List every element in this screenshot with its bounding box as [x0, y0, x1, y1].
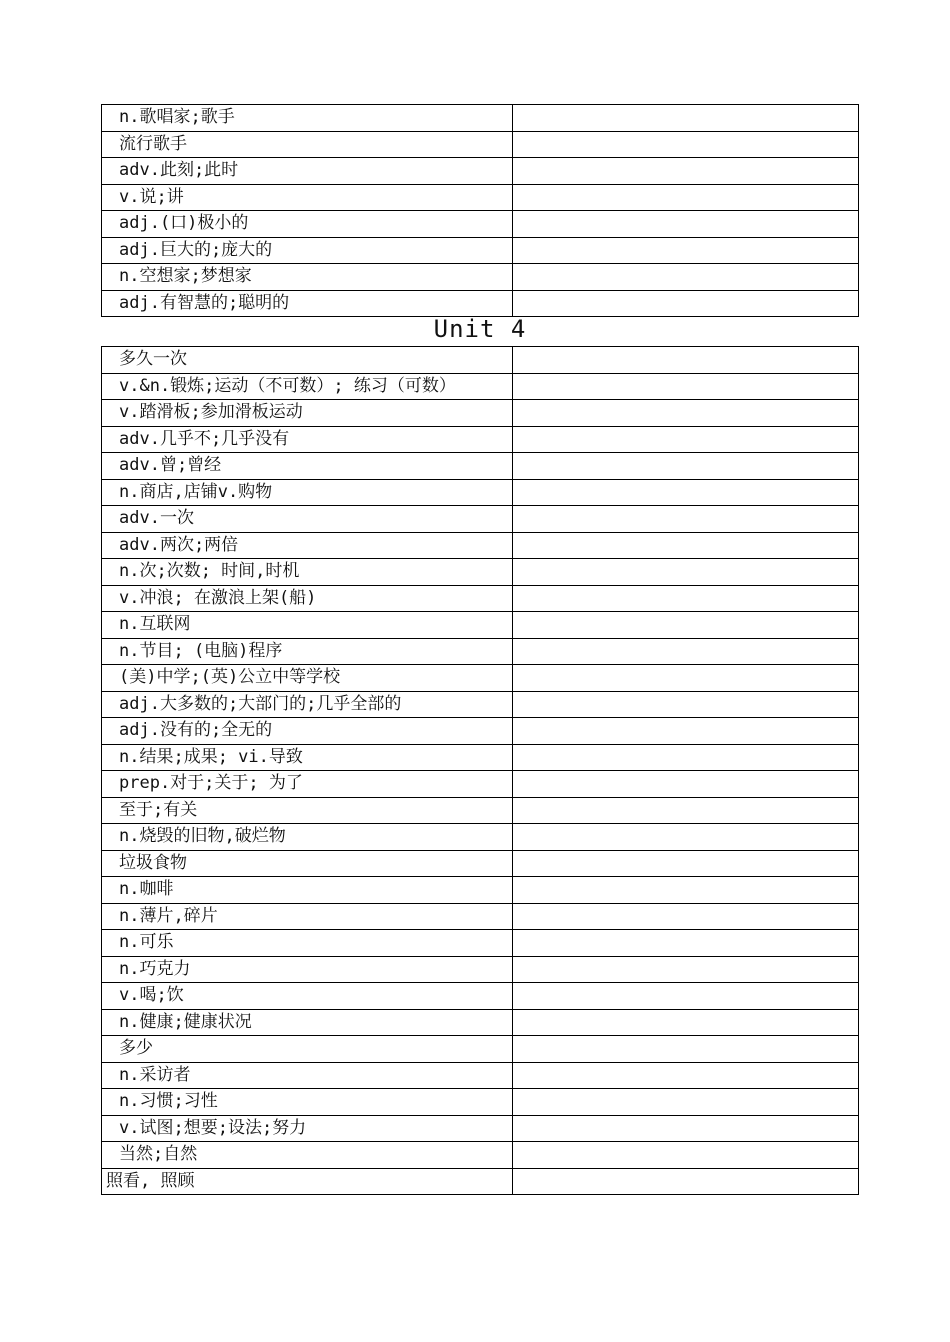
- vocab-table-previous-unit: [101, 104, 859, 317]
- answer-cell[interactable]: [513, 797, 859, 824]
- vocab-row: [102, 237, 859, 264]
- vocab-row: [102, 105, 859, 132]
- meaning-cell: n.薄片,碎片: [102, 903, 513, 930]
- answer-cell[interactable]: [513, 771, 859, 798]
- answer-cell[interactable]: [513, 184, 859, 211]
- answer-cell[interactable]: [513, 264, 859, 291]
- vocab-row: [102, 131, 859, 158]
- answer-cell[interactable]: [513, 585, 859, 612]
- meaning-cell: adj.巨大的;庞大的: [102, 237, 513, 264]
- meaning-cell: n.巧克力: [102, 956, 513, 983]
- meaning-cell: 多少: [102, 1036, 513, 1063]
- vocab-row: [102, 158, 859, 185]
- answer-cell[interactable]: [513, 983, 859, 1010]
- meaning-cell: n.互联网: [102, 612, 513, 639]
- meaning-cell: n.烧毁的旧物,破烂物: [102, 824, 513, 851]
- meaning-cell: prep.对于;关于; 为了: [102, 771, 513, 798]
- answer-cell[interactable]: [513, 956, 859, 983]
- meaning-cell: n.空想家;梦想家: [102, 264, 513, 291]
- answer-cell[interactable]: [513, 532, 859, 559]
- vocab-row: [102, 585, 859, 612]
- vocab-row: [102, 1089, 859, 1116]
- meaning-cell: n.采访者: [102, 1062, 513, 1089]
- answer-cell[interactable]: [513, 479, 859, 506]
- answer-cell[interactable]: [513, 824, 859, 851]
- meaning-cell: n.商店,店铺v.购物: [102, 479, 513, 506]
- vocab-row: [102, 930, 859, 957]
- vocab-row: [102, 532, 859, 559]
- meaning-cell: v.&n.锻炼;运动（不可数）; 练习（可数）: [102, 373, 513, 400]
- meaning-cell: v.踏滑板;参加滑板运动: [102, 400, 513, 427]
- answer-cell[interactable]: [513, 850, 859, 877]
- vocab-row: [102, 718, 859, 745]
- answer-cell[interactable]: [513, 1168, 859, 1195]
- vocab-row: [102, 665, 859, 692]
- meaning-cell: adj.大多数的;大部门的;几乎全部的: [102, 691, 513, 718]
- answer-cell[interactable]: [513, 373, 859, 400]
- answer-cell[interactable]: [513, 506, 859, 533]
- vocab-row: [102, 877, 859, 904]
- vocab-row: [102, 1036, 859, 1063]
- vocab-row: [102, 824, 859, 851]
- answer-cell[interactable]: [513, 105, 859, 132]
- answer-cell[interactable]: [513, 131, 859, 158]
- vocab-row: [102, 479, 859, 506]
- answer-cell[interactable]: [513, 559, 859, 586]
- meaning-cell: 当然;自然: [102, 1142, 513, 1169]
- answer-cell[interactable]: [513, 426, 859, 453]
- vocab-row: [102, 1168, 859, 1195]
- meaning-cell: adv.曾;曾经: [102, 453, 513, 480]
- meaning-cell: 流行歌手: [102, 131, 513, 158]
- answer-cell[interactable]: [513, 1036, 859, 1063]
- meaning-cell: adj.没有的;全无的: [102, 718, 513, 745]
- answer-cell[interactable]: [513, 453, 859, 480]
- vocab-row: [102, 559, 859, 586]
- meaning-cell: n.次;次数; 时间,时机: [102, 559, 513, 586]
- meaning-cell: adv.两次;两倍: [102, 532, 513, 559]
- vocab-row: [102, 850, 859, 877]
- meaning-cell: 照看, 照顾: [102, 1168, 513, 1195]
- meaning-cell: adv.几乎不;几乎没有: [102, 426, 513, 453]
- vocab-row: [102, 373, 859, 400]
- vocab-row: [102, 290, 859, 317]
- meaning-cell: adj.有智慧的;聪明的: [102, 290, 513, 317]
- meaning-cell: n.结果;成果; vi.导致: [102, 744, 513, 771]
- answer-cell[interactable]: [513, 1142, 859, 1169]
- meaning-cell: 垃圾食物: [102, 850, 513, 877]
- answer-cell[interactable]: [513, 718, 859, 745]
- answer-cell[interactable]: [513, 930, 859, 957]
- vocab-row: [102, 797, 859, 824]
- vocab-row: [102, 744, 859, 771]
- vocab-row: [102, 264, 859, 291]
- answer-cell[interactable]: [513, 237, 859, 264]
- meaning-cell: adv.此刻;此时: [102, 158, 513, 185]
- answer-cell[interactable]: [513, 638, 859, 665]
- answer-cell[interactable]: [513, 400, 859, 427]
- answer-cell[interactable]: [513, 665, 859, 692]
- answer-cell[interactable]: [513, 903, 859, 930]
- answer-cell[interactable]: [513, 877, 859, 904]
- answer-cell[interactable]: [513, 1009, 859, 1036]
- answer-cell[interactable]: [513, 1062, 859, 1089]
- meaning-cell: n.节目; (电脑)程序: [102, 638, 513, 665]
- vocab-table-unit-4: [101, 346, 859, 1195]
- vocab-row: [102, 612, 859, 639]
- vocab-row: [102, 1142, 859, 1169]
- meaning-cell: n.咖啡: [102, 877, 513, 904]
- meaning-cell: n.健康;健康状况: [102, 1009, 513, 1036]
- answer-cell[interactable]: [513, 691, 859, 718]
- meaning-cell: n.可乐: [102, 930, 513, 957]
- meaning-cell: v.说;讲: [102, 184, 513, 211]
- vocab-row: [102, 1062, 859, 1089]
- vocab-row: [102, 1009, 859, 1036]
- vocab-row: [102, 983, 859, 1010]
- answer-cell[interactable]: [513, 1089, 859, 1116]
- answer-cell[interactable]: [513, 744, 859, 771]
- answer-cell[interactable]: [513, 347, 859, 374]
- vocab-row: [102, 903, 859, 930]
- vocab-row: [102, 426, 859, 453]
- vocab-row: [102, 211, 859, 238]
- meaning-cell: v.冲浪; 在激浪上架(船): [102, 585, 513, 612]
- vocab-row: [102, 638, 859, 665]
- vocab-row: [102, 184, 859, 211]
- meaning-cell: adj.(口)极小的: [102, 211, 513, 238]
- vocab-row: [102, 400, 859, 427]
- meaning-cell: n.习惯;习性: [102, 1089, 513, 1116]
- meaning-cell: n.歌唱家;歌手: [102, 105, 513, 132]
- vocab-row: [102, 506, 859, 533]
- vocab-row: [102, 453, 859, 480]
- answer-cell[interactable]: [513, 158, 859, 185]
- vocab-row: [102, 771, 859, 798]
- vocab-row: [102, 1115, 859, 1142]
- answer-cell[interactable]: [513, 290, 859, 317]
- meaning-cell: v.喝;饮: [102, 983, 513, 1010]
- vocab-row: [102, 691, 859, 718]
- meaning-cell: 多久一次: [102, 347, 513, 374]
- meaning-cell: v.试图;想要;设法;努力: [102, 1115, 513, 1142]
- meaning-cell: adv.一次: [102, 506, 513, 533]
- meaning-cell: 至于;有关: [102, 797, 513, 824]
- vocab-row: [102, 347, 859, 374]
- answer-cell[interactable]: [513, 612, 859, 639]
- meaning-cell: (美)中学;(英)公立中等学校: [102, 665, 513, 692]
- answer-cell[interactable]: [513, 1115, 859, 1142]
- vocab-row: [102, 956, 859, 983]
- answer-cell[interactable]: [513, 211, 859, 238]
- unit-heading: Unit 4: [433, 315, 527, 343]
